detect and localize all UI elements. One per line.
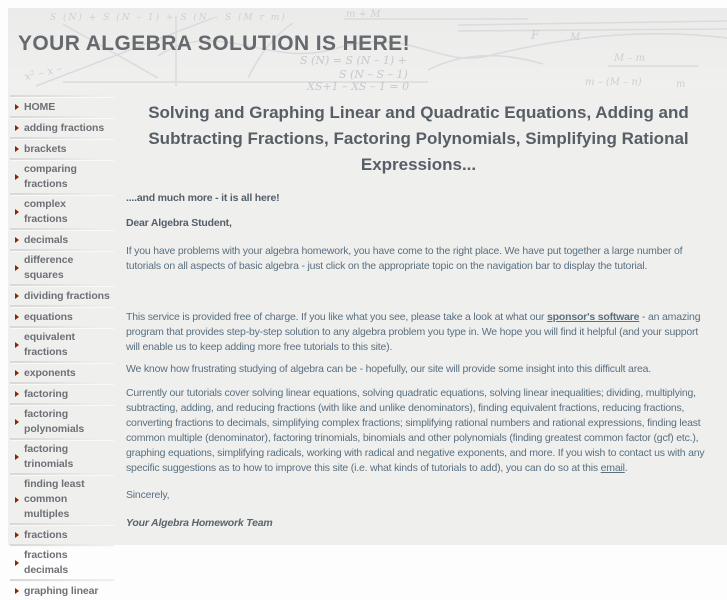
decor-formula-text: S (N) = S (N – 1) + xyxy=(300,54,407,67)
sidebar-item-label: factoring xyxy=(24,387,69,400)
decor-formula-text: S (N – S – 1) xyxy=(339,68,408,81)
site-title: YOUR ALGEBRA SOLUTION IS HERE! xyxy=(18,32,410,55)
tagline: ....and much more - it is all here! xyxy=(126,192,280,204)
page-inner xyxy=(8,8,727,597)
sidebar-item-label: equations xyxy=(24,310,73,323)
sidebar-item-label: fractions decimals xyxy=(24,549,69,576)
paragraph-text: This service is provided free of charge. If you like what you see, please take a look at what our xyxy=(126,311,548,323)
bullet-arrow-icon xyxy=(15,391,19,397)
bullet-arrow-icon xyxy=(15,237,19,243)
bullet-arrow-icon xyxy=(15,419,19,425)
sidebar-item-label: finding least common multiples xyxy=(24,478,85,520)
paragraph-text: . xyxy=(624,462,628,474)
sidebar-item-finding-least-common-multiples[interactable] xyxy=(10,476,120,523)
page-heading: Solving and Graphing Linear and Quadratic Equations, Adding and Subtracting Fractions, Factoring Polynomials, Simplifying Rational Expressions... xyxy=(148,103,689,174)
sidebar-nav xyxy=(8,90,120,600)
bullet-arrow-icon xyxy=(15,174,19,180)
bullet-arrow-icon xyxy=(15,532,19,538)
header-banner xyxy=(8,8,727,93)
bullet-arrow-icon xyxy=(15,497,19,503)
bullet-arrow-icon xyxy=(15,293,19,299)
sidebar-item-factoring-trinomials[interactable] xyxy=(10,441,120,473)
sidebar-item-home[interactable] xyxy=(10,98,120,116)
sidebar-item-dividing-fractions[interactable] xyxy=(10,287,120,305)
decor-formula-text: S (N) + S (N – 1) + S (N – S (M r m) xyxy=(50,13,287,23)
sidebar-item-adding-fractions[interactable] xyxy=(10,119,120,137)
bullet-arrow-icon xyxy=(15,146,19,152)
email-link[interactable]: email xyxy=(600,462,625,474)
sidebar-item-decimals[interactable] xyxy=(10,231,120,249)
decor-formula-text: XS+1 – XS – 1 = 0 xyxy=(307,80,410,93)
sidebar-item-equations[interactable] xyxy=(10,308,120,326)
sidebar-item-label: graphing linear xyxy=(24,584,99,597)
sidebar-item-label: decimals xyxy=(24,233,69,246)
sidebar-item-label: equivalent fractions xyxy=(24,331,75,358)
decor-formula-text: M – m xyxy=(614,53,646,64)
sidebar-item-factoring[interactable] xyxy=(10,385,120,403)
sponsors-software-link[interactable]: sponsor's software xyxy=(547,311,640,323)
bullet-arrow-icon xyxy=(15,560,19,566)
main-content xyxy=(120,90,727,531)
paragraph-text: - an amazing program that provides step-by-step solution to any algebra problem you type in. We hope you will find it helpful (and your support will enable us to keep adding more free tutorials to this site). xyxy=(126,311,701,353)
decor-formula-text: m – (M – n) xyxy=(585,77,642,88)
sincerely-text: Sincerely, xyxy=(126,489,170,501)
signature-text: Your Algebra Homework Team xyxy=(126,517,273,529)
sidebar-item-label: difference squares xyxy=(24,254,74,281)
sidebar-item-difference-squares[interactable] xyxy=(10,252,120,284)
bullet-arrow-icon xyxy=(15,588,19,594)
bullet-arrow-icon xyxy=(15,125,19,131)
sidebar-item-exponents[interactable] xyxy=(10,364,120,382)
sidebar-item-factoring-polynomials[interactable] xyxy=(10,406,120,438)
sidebar-item-label: adding fractions xyxy=(24,121,105,134)
decor-formula-text: m xyxy=(676,79,686,90)
sidebar-item-comparing-fractions[interactable] xyxy=(10,161,120,193)
sidebar-item-brackets[interactable] xyxy=(10,140,120,158)
sidebar-item-label: HOME xyxy=(24,100,56,113)
frustration-paragraph: We know how frustrating studying of algebra can be - hopefully, our site will provide some insight into this difficult area. xyxy=(126,363,651,375)
decor-formula-text: F xyxy=(531,28,540,42)
sponsor-paragraph xyxy=(126,310,711,355)
intro-paragraph: If you have problems with your algebra homework, you have come to the right place. We have put together a large number of tutorials on all aspects of basic algebra - just click on the appropriate topic on the navigation bar to display the tutorial. xyxy=(126,245,683,272)
bullet-arrow-icon xyxy=(15,314,19,320)
sidebar-item-label: factoring trinomials xyxy=(24,443,74,470)
sidebar-item-label: dividing fractions xyxy=(24,289,110,302)
bullet-arrow-icon xyxy=(15,265,19,271)
sidebar-item-equivalent-fractions[interactable] xyxy=(10,329,120,361)
bullet-arrow-icon xyxy=(15,209,19,215)
bullet-arrow-icon xyxy=(15,104,19,110)
salutation: Dear Algebra Student, xyxy=(126,217,232,229)
tutorials-paragraph xyxy=(126,386,711,476)
paragraph-text: Currently our tutorials cover solving linear equations, solving quadratic equations, solving linear inequalities; dividing, multiplying, subtracting, adding, and reducing fractions (with like and unlike denominators), finding equivalent fractions, reducing fractions, converting fractions to decimals, simplifying complex fractions; simplifying rational numbers and rational expressions, finding least common multiple (denominator), factoring trinomials, binomials and other polynomials (finding greatest common factor (gcf) etc.), graphing equations, simplifying radicals, working with radical and negative exponents, and more. If you wish to contact us with any specific suggestions as to how to improve this site (i.e. what kinds of tutorials to add), you can do so at this xyxy=(126,387,705,474)
sidebar-item-label: brackets xyxy=(24,142,67,155)
decor-formula-text: M xyxy=(570,32,581,43)
bullet-arrow-icon xyxy=(15,370,19,376)
bullet-arrow-icon xyxy=(15,454,19,460)
sidebar-item-label: factoring polynomials xyxy=(24,408,85,435)
sidebar-item-graphing-linear[interactable] xyxy=(10,582,120,600)
bullet-arrow-icon xyxy=(15,342,19,348)
sidebar-item-complex-fractions[interactable] xyxy=(10,196,120,228)
sidebar-item-fractions-decimals[interactable] xyxy=(10,547,120,579)
sidebar-item-label: fractions xyxy=(24,528,68,541)
sidebar-item-label: comparing fractions xyxy=(24,163,77,190)
decor-formula-text: x² – x – xyxy=(22,61,64,84)
sidebar-item-label: exponents xyxy=(24,366,76,379)
content-area xyxy=(8,90,727,600)
sidebar-item-fractions[interactable] xyxy=(10,526,120,544)
sidebar-item-label: complex fractions xyxy=(24,198,68,225)
decor-formula-text: m + M xyxy=(346,9,381,20)
